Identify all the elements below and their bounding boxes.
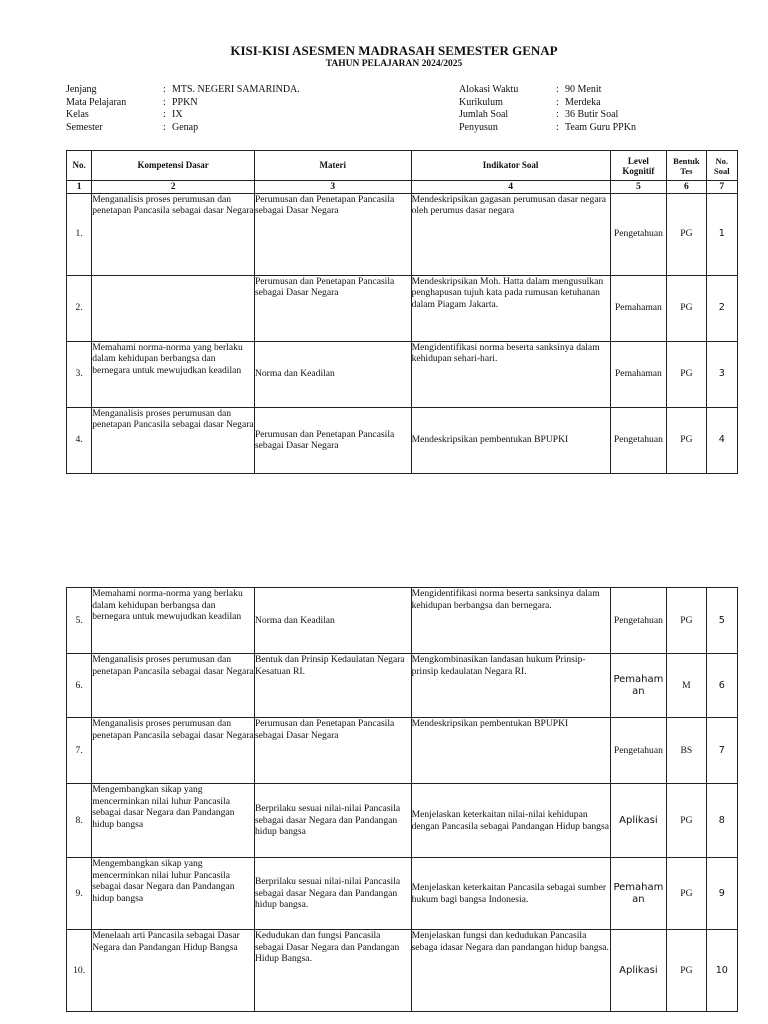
info-value: Team Guru PPKn	[565, 121, 636, 133]
kompetensi-dasar-cell: Mengembangkan sikap yang mencerminkan nilai luhur Pancasila sebagai dasar Negara dan Pandangan hidup bangsa	[92, 784, 255, 858]
row-number: 3.	[67, 341, 92, 407]
info-value: IX	[172, 109, 183, 120]
level-kognitif-cell: Pengetahuan	[610, 718, 667, 784]
info-colon: :	[163, 121, 166, 133]
bentuk-tes-cell: BS	[667, 718, 706, 784]
no-soal-cell: 8	[706, 784, 737, 858]
materi-cell: Perumusan dan Penetapan Pancasila sebagai Dasar Negara	[254, 193, 411, 275]
bentuk-tes-cell: PG	[667, 407, 706, 473]
table-row	[67, 784, 738, 858]
materi-cell: Perumusan dan Penetapan Pancasila sebagai Dasar Negara	[254, 275, 411, 341]
row-number: 8.	[67, 784, 92, 858]
row-number: 4.	[67, 407, 92, 473]
table-row	[67, 718, 738, 784]
row-number: 6.	[67, 654, 92, 718]
level-kognitif-cell: Pemaham an	[610, 858, 667, 930]
no-soal-cell: 2	[706, 275, 737, 341]
row-number: 7.	[67, 718, 92, 784]
info-row-jumlah	[459, 109, 636, 122]
indikator-cell: Menjelaskan keterkaitan nilai-nilai kehidupan dengan Pancasila sebagai Pandangan Hidup bangsa	[411, 784, 610, 858]
indikator-cell: Mengidentifikasi norma beserta sanksinya dalam kehidupan sehari-hari.	[411, 341, 610, 407]
header-bentuk-tes: Bentuk Tes	[667, 151, 706, 181]
info-label: Kurikulum	[459, 96, 503, 108]
column-number: 2	[92, 181, 255, 194]
bentuk-tes-cell: PG	[667, 784, 706, 858]
info-row-penyusun	[459, 122, 636, 135]
table-row	[67, 407, 738, 473]
indikator-cell: Mendeskripsikan pembentukan BPUPKI	[411, 407, 610, 473]
bentuk-tes-cell: PG	[667, 588, 706, 654]
info-label: Semester	[66, 121, 103, 133]
bentuk-tes-cell: PG	[667, 275, 706, 341]
kisi-kisi-table-page2	[66, 587, 738, 1012]
no-soal-cell: 4	[706, 407, 737, 473]
info-label: Kelas	[66, 109, 89, 120]
info-row-kurikulum	[459, 97, 636, 110]
header-no-soal: No. Soal	[706, 151, 737, 181]
column-number: 3	[254, 181, 411, 194]
materi-cell: Perumusan dan Penetapan Pancasila sebagai Dasar Negara	[254, 718, 411, 784]
info-row-mapel	[66, 97, 300, 110]
row-number: 10.	[67, 930, 92, 1012]
info-row-semester	[66, 122, 300, 135]
bentuk-tes-cell: M	[667, 654, 706, 718]
kisi-kisi-table-page1	[66, 150, 738, 474]
info-row-jenjang	[66, 84, 300, 97]
info-row-kelas	[66, 109, 300, 122]
level-kognitif-cell: Aplikasi	[610, 930, 667, 1012]
indikator-cell: Mengidentifikasi norma beserta sanksinya dalam kehidupan berbangsa dan bernegara.	[411, 588, 610, 654]
kompetensi-dasar-cell: Menganalisis proses perumusan dan penetapan Pancasila sebagai dasar Negara	[92, 407, 255, 473]
info-value: MTS. NEGERI SAMARINDA.	[172, 84, 300, 95]
materi-cell: Perumusan dan Penetapan Pancasila sebagai Dasar Negara	[254, 407, 411, 473]
info-value: 36 Butir Soal	[565, 109, 619, 120]
table-row	[67, 858, 738, 930]
table-row	[67, 193, 738, 275]
bentuk-tes-cell: PG	[667, 930, 706, 1012]
column-number: 6	[667, 181, 706, 194]
column-number-row	[67, 181, 738, 194]
info-label: Jumlah Soal	[459, 109, 509, 120]
level-kognitif-cell: Pemaham an	[610, 654, 667, 718]
indikator-cell: Menjelaskan keterkaitan Pancasila sebagai sumber hukum bagi bangsa Indonesia.	[411, 858, 610, 930]
header-kompetensi-dasar: Kompetensi Dasar	[92, 151, 255, 181]
no-soal-cell: 10	[706, 930, 737, 1012]
info-right	[459, 84, 636, 134]
kompetensi-dasar-cell: Memahami norma-norma yang berlaku dalam kehidupan berbangsa dan bernegara untuk mewujudkan keadilan	[92, 341, 255, 407]
indikator-cell: Mendeskripsikan gagasan perumusan dasar negara oleh perumus dasar negara	[411, 193, 610, 275]
info-colon: :	[163, 84, 166, 95]
materi-cell: Berprilaku sesuai nilai-nilai Pancasila sebagai dasar Negara dan Pandangan hidup bangsa	[254, 784, 411, 858]
no-soal-cell: 1	[706, 193, 737, 275]
document-subtitle: TAHUN PELAJARAN 2024/2025	[325, 59, 463, 69]
bentuk-tes-cell: PG	[667, 858, 706, 930]
row-number: 9.	[67, 858, 92, 930]
indikator-cell: Menjelaskan fungsi dan kedudukan Pancasila sebaga idasar Negara dan pandangan hidup bangsa.	[411, 930, 610, 1012]
materi-cell: Kedudukan dan fungsi Pancasila sebagai Dasar Negara dan Pandangan Hidup Bangsa.	[254, 930, 411, 1012]
header-no: No.	[67, 151, 92, 181]
level-kognitif-cell: Pemahaman	[610, 341, 667, 407]
no-soal-cell: 9	[706, 858, 737, 930]
indikator-cell: Mendeskripsikan pembentukan BPUPKI	[411, 718, 610, 784]
info-colon: :	[556, 84, 559, 95]
kompetensi-dasar-cell: Menganalisis proses perumusan dan penetapan Pancasila sebagai dasar Negara	[92, 193, 255, 275]
table-row	[67, 654, 738, 718]
info-label: Penyusun	[459, 121, 498, 133]
kompetensi-dasar-cell: Mengembangkan sikap yang mencerminkan nilai luhur Pancasila sebagai dasar Negara dan Pandangan hidup bangsa	[92, 858, 255, 930]
info-colon: :	[556, 121, 559, 133]
row-number: 1.	[67, 193, 92, 275]
info-value: Merdeka	[565, 96, 601, 108]
info-label: Alokasi Waktu	[459, 84, 519, 95]
info-colon: :	[163, 109, 166, 120]
kompetensi-dasar-cell: Memahami norma-norma yang berlaku dalam kehidupan berbangsa dan bernegara untuk mewujudkan keadilan	[92, 588, 255, 654]
info-value: 90 Menit	[565, 84, 602, 95]
kompetensi-dasar-cell	[92, 275, 255, 341]
column-number: 1	[67, 181, 92, 194]
row-number: 2.	[67, 275, 92, 341]
header-level-kognitif: Level Kognitif	[610, 151, 667, 181]
column-number: 7	[706, 181, 737, 194]
info-colon: :	[556, 109, 559, 120]
kompetensi-dasar-cell: Menelaah arti Pancasila sebagai Dasar Negara dan Pandangan Hidup Bangsa	[92, 930, 255, 1012]
materi-cell: Norma dan Keadilan	[254, 341, 411, 407]
info-row-alokasi	[459, 84, 636, 97]
indikator-cell: Mendeskripsikan Moh. Hatta dalam mengusulkan penghapusan tujuh kata pada rumusan ketuhanan dalam Piagam Jakarta.	[411, 275, 610, 341]
bentuk-tes-cell: PG	[667, 341, 706, 407]
info-label: Jenjang	[66, 84, 97, 95]
header-indikator: Indikator Soal	[411, 151, 610, 181]
kompetensi-dasar-cell: Menganalisis proses perumusan dan penetapan Pancasila sebagai dasar Negara	[92, 718, 255, 784]
column-number: 5	[610, 181, 667, 194]
materi-cell: Bentuk dan Prinsip Kedaulatan Negara Kesatuan RI.	[254, 654, 411, 718]
table-row	[67, 588, 738, 654]
level-kognitif-cell: Pemahaman	[610, 275, 667, 341]
kompetensi-dasar-cell: Menganalisis proses perumusan dan penetapan Pancasila sebagai dasar Negara	[92, 654, 255, 718]
column-number: 4	[411, 181, 610, 194]
level-kognitif-cell: Aplikasi	[610, 784, 667, 858]
materi-cell: Berprilaku sesuai nilai-nilai Pancasila sebagai dasar Negara dan Pandangan hidup bangsa.	[254, 858, 411, 930]
level-kognitif-cell: Pengetahuan	[610, 407, 667, 473]
indikator-cell: Mengkombinasikan landasan hukum Prinsip-prinsip kedaulatan Negara RI.	[411, 654, 610, 718]
level-kognitif-cell: Pengetahuan	[610, 193, 667, 275]
no-soal-cell: 5	[706, 588, 737, 654]
no-soal-cell: 3	[706, 341, 737, 407]
document-title: KISI-KISI ASESMEN MADRASAH SEMESTER GENAP	[230, 43, 558, 58]
table-row	[67, 275, 738, 341]
info-label: Mata Pelajaran	[66, 96, 127, 108]
bentuk-tes-cell: PG	[667, 193, 706, 275]
info-colon: :	[163, 96, 166, 108]
info-value: Genap	[172, 121, 199, 133]
table-row	[67, 341, 738, 407]
row-number: 5.	[67, 588, 92, 654]
no-soal-cell: 7	[706, 718, 737, 784]
table-row	[67, 930, 738, 1012]
info-left	[66, 84, 300, 134]
level-kognitif-cell: Pengetahuan	[610, 588, 667, 654]
header-materi: Materi	[254, 151, 411, 181]
info-value: PPKN	[172, 96, 198, 108]
materi-cell: Norma dan Keadilan	[254, 588, 411, 654]
info-colon: :	[556, 96, 559, 108]
table-header-row	[67, 151, 738, 181]
no-soal-cell: 6	[706, 654, 737, 718]
